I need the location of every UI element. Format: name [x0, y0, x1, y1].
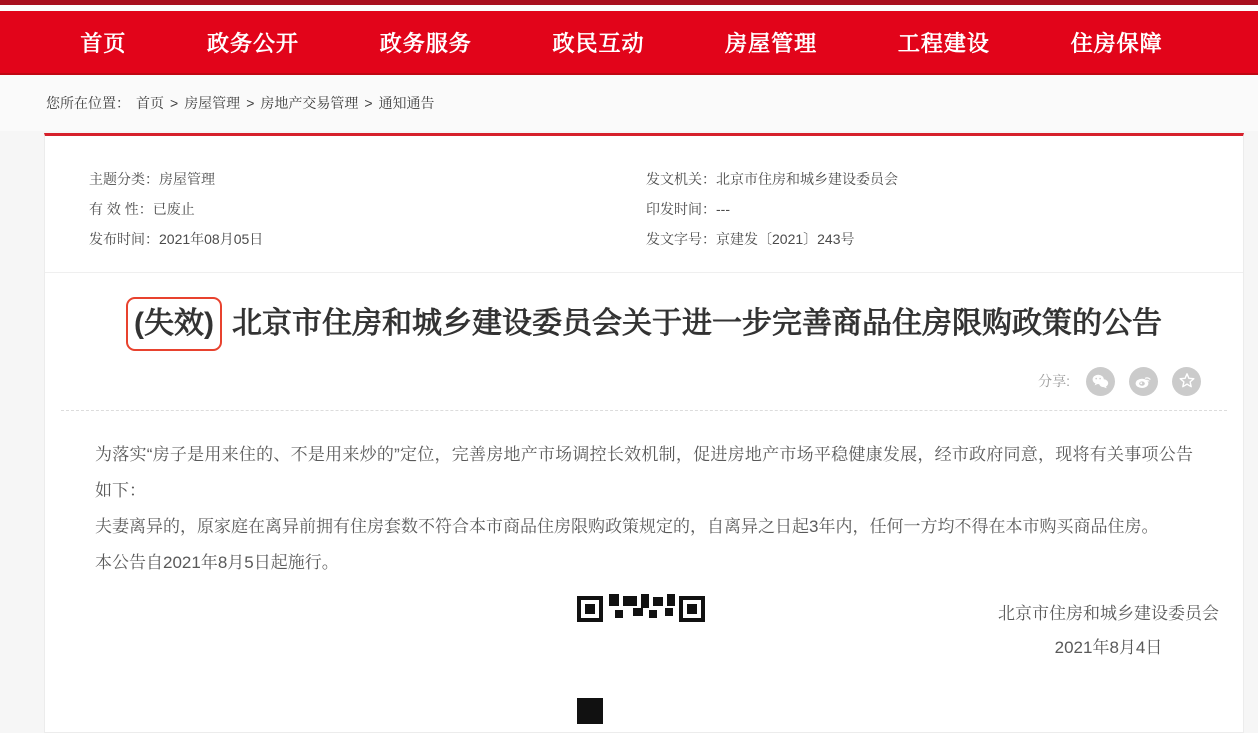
breadcrumb-item-notices[interactable]: 通知通告 — [378, 95, 435, 111]
meta-label: 有 效 性： — [89, 201, 153, 217]
document-meta — [45, 136, 1243, 273]
meta-left-column — [89, 164, 646, 254]
meta-value: --- — [716, 201, 730, 217]
favorite-star-icon[interactable] — [1172, 367, 1201, 396]
nav-item-gov-services[interactable]: 政务服务 — [379, 30, 472, 56]
nav-item-interaction[interactable]: 政民互动 — [552, 30, 645, 56]
breadcrumb — [0, 75, 1258, 131]
weibo-share-icon[interactable] — [1129, 367, 1158, 396]
meta-issuing-agency — [646, 164, 1213, 194]
meta-value: 北京市住房和城乡建设委员会 — [716, 171, 898, 187]
wechat-icon — [1092, 374, 1109, 389]
nav-item-construction[interactable]: 工程建设 — [897, 30, 990, 56]
breadcrumb-separator: > — [246, 95, 255, 111]
breadcrumb-separator: > — [364, 95, 373, 111]
wechat-share-icon[interactable] — [1086, 367, 1115, 396]
title-section — [45, 273, 1243, 351]
meta-label: 印发时间： — [646, 201, 716, 217]
meta-doc-number — [646, 224, 1213, 254]
main-nav — [0, 11, 1258, 75]
meta-label: 发文字号： — [646, 231, 716, 247]
breadcrumb-prefix: 您所在位置： — [46, 95, 130, 111]
qr-code-image — [575, 594, 707, 726]
paragraph: 为落实“房子是用来住的、不是用来炒的”定位，完善房地产市场调控长效机制，促进房地产市场平稳健康发展，经市政府同意，现将有关事项公告如下： — [95, 444, 1193, 500]
meta-label: 发布时间： — [89, 231, 159, 247]
qr-code-graphic — [575, 594, 707, 726]
nav-item-home[interactable]: 首页 — [80, 30, 127, 56]
meta-value: 2021年08月05日 — [159, 231, 264, 247]
nav-item-housing-mgmt[interactable]: 房屋管理 — [725, 30, 818, 56]
meta-label: 主题分类： — [89, 171, 159, 187]
meta-label: 发文机关： — [646, 171, 716, 187]
share-row — [45, 351, 1243, 410]
breadcrumb-item-housing[interactable]: 房屋管理 — [184, 95, 241, 111]
nav-item-housing-support[interactable]: 住房保障 — [1070, 30, 1163, 56]
signature-block — [998, 599, 1219, 663]
meta-right-column — [646, 164, 1213, 254]
status-invalid-tag: (失效) — [126, 297, 222, 351]
meta-print-date — [646, 194, 1213, 224]
meta-topic-category — [89, 164, 646, 194]
breadcrumb-item-trading[interactable]: 房地产交易管理 — [260, 95, 359, 111]
meta-validity — [89, 194, 646, 224]
nav-item-gov-disclosure[interactable]: 政务公开 — [207, 30, 300, 56]
meta-value: 已废止 — [152, 201, 195, 217]
share-label: 分享: — [1038, 373, 1070, 389]
meta-value: 京建发〔2021〕243号 — [716, 231, 855, 247]
weibo-icon — [1135, 374, 1152, 389]
breadcrumb-item-home[interactable]: 首页 — [136, 95, 164, 111]
breadcrumb-separator: > — [170, 95, 179, 111]
signature-org: 北京市住房和城乡建设委员会 — [998, 603, 1219, 623]
paragraph: 夫妻离异的，原家庭在离异前拥有住房套数不符合本市商品住房限购政策规定的，自离异之日起3年内，任何一方均不得在本市购买商品住房。 — [95, 516, 1159, 536]
page-title — [126, 297, 1162, 351]
meta-value: 房屋管理 — [159, 171, 215, 187]
document-title-text: 北京市住房和城乡建设委员会关于进一步完善商品住房限购政策的公告 — [231, 307, 1162, 340]
paragraph: 本公告自2021年8月5日起施行。 — [95, 552, 339, 572]
signature-date: 2021年8月4日 — [1054, 637, 1163, 657]
article-body — [45, 411, 1243, 581]
meta-publish-date — [89, 224, 646, 254]
star-icon — [1179, 373, 1195, 389]
